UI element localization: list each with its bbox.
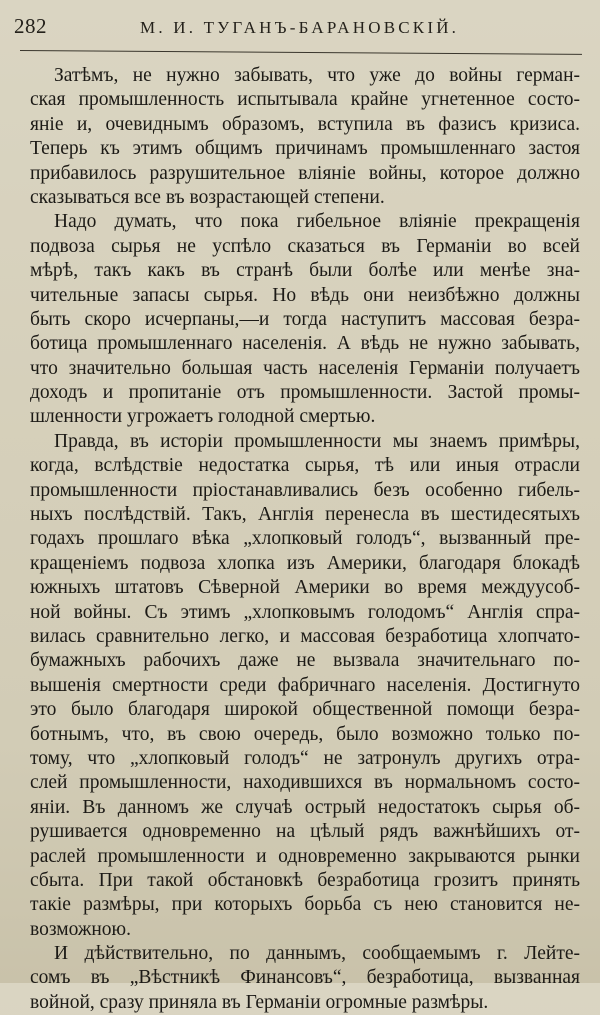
text-line: рушивается одновременно на цѣлый рядъ важнѣйшихъ от- [30,821,580,843]
text-line: когда, вслѣдствіе недостатка сырья, тѣ или иныя отрасли [30,455,580,477]
text-line: ботнымъ, что, въ свою очередь, было возможно только по- [30,723,580,745]
text-line: что значительно большая часть населенія Германіи получаетъ [30,357,580,379]
text-line: И дѣйствительно, по даннымъ, сообщаемымъ г. Лейте- [54,943,580,965]
text-line: яніе и, очевиднымъ образомъ, вступила въ фазисъ кризиса. [30,113,580,135]
text-line: вышенія смертности среди фабричнаго населенія. Достигнуто [30,674,580,696]
text-line: бумажныхъ рабочихъ даже не вызвала значительнаго по- [30,650,580,672]
text-line: промышленности пріостанавливались безъ особенно гибель- [30,479,580,501]
text-line: шленности угрожаетъ голодной смертью. [30,406,376,428]
text-line: раслей промышленности и одновременно закрываются рынки [30,845,580,867]
text-line: Теперь къ этимъ общимъ причинамъ промышленнаго застоя [30,138,580,160]
text-line: Затѣмъ, не нужно забывать, что уже до войны герман- [54,65,580,86]
text-line: ной войны. Съ этимъ „хлопковымъ голодомъ“ Англія спра- [30,601,580,623]
running-head: М. И. ТУГАНЪ-БАРАНОВСКІЙ. [140,18,460,37]
text-line: ботица промышленнаго населенія. А вѣдь не нужно забывать, [30,333,580,355]
text-line: войной, сразу приняла въ Германіи огромные размѣры. [30,991,489,1013]
text-line: быть скоро исчерпаны,—и тогда наступитъ массовая безра- [30,308,580,330]
text-line: ская промышленность испытывала крайне угнетенное состо- [30,89,580,111]
page-header [0,6,600,50]
text-line: доходъ и пропитаніе отъ промышленности. Застой промы- [30,382,580,404]
text-line: сказываться все въ возрастающей степени. [30,186,385,208]
text-line: вилась сравнительно легко, и массовая безработица хлопчато- [30,625,580,647]
text-line: прибавилось разрушительное вліяніе войны, которое должно [30,162,580,184]
text-line: слей промышленности, находившихся въ нормальномъ состо- [30,772,580,794]
text-line: подвоза сырья не успѣло сказаться въ Германіи во всей [30,235,580,257]
text-line: мѣрѣ, такъ какъ въ странѣ были болѣе или менѣе зна- [30,260,580,282]
text-line: Надо думать, что пока гибельное вліяніе прекращенія [54,211,580,233]
text-line: возможною. [30,918,131,940]
text-line: южныхъ штатовъ Сѣверной Америки во время междуусоб- [30,577,580,599]
text-line: ныхъ послѣдствій. Такъ, Англія перенесла въ шестидесятыхъ [30,504,580,526]
header-rule [20,50,582,55]
page-number: 282 [14,14,47,38]
text-line: такіе размѣры, при которыхъ борьба съ нею становится не- [30,894,580,916]
text-line: Правда, въ исторіи промышленности мы знаемъ примѣры, [54,430,580,452]
text-line: сбыта. При такой обстановкѣ безработица грозитъ принять [30,869,580,891]
text-line: яніи. Въ данномъ же случаѣ острый недостатокъ сырья об- [30,796,580,818]
text-line: сомъ въ „Вѣстникѣ Финансовъ“, безработица, вызванная [30,967,580,989]
text-line: это было благодаря широкой общественной помощи безра- [30,699,580,721]
body-text [30,64,580,1015]
text-line: чительные запасы сырья. Но вѣдь они неизбѣжно должны [30,284,580,306]
text-line: годахъ прошлаго вѣка „хлопковый голодъ“, вызванный пре- [30,528,580,550]
text-line: тому, что „хлопковый голодъ“ не затронулъ другихъ отра- [30,747,580,769]
text-line: кращеніемъ подвоза хлопка изъ Америки, благодаря блокадѣ [30,552,580,574]
